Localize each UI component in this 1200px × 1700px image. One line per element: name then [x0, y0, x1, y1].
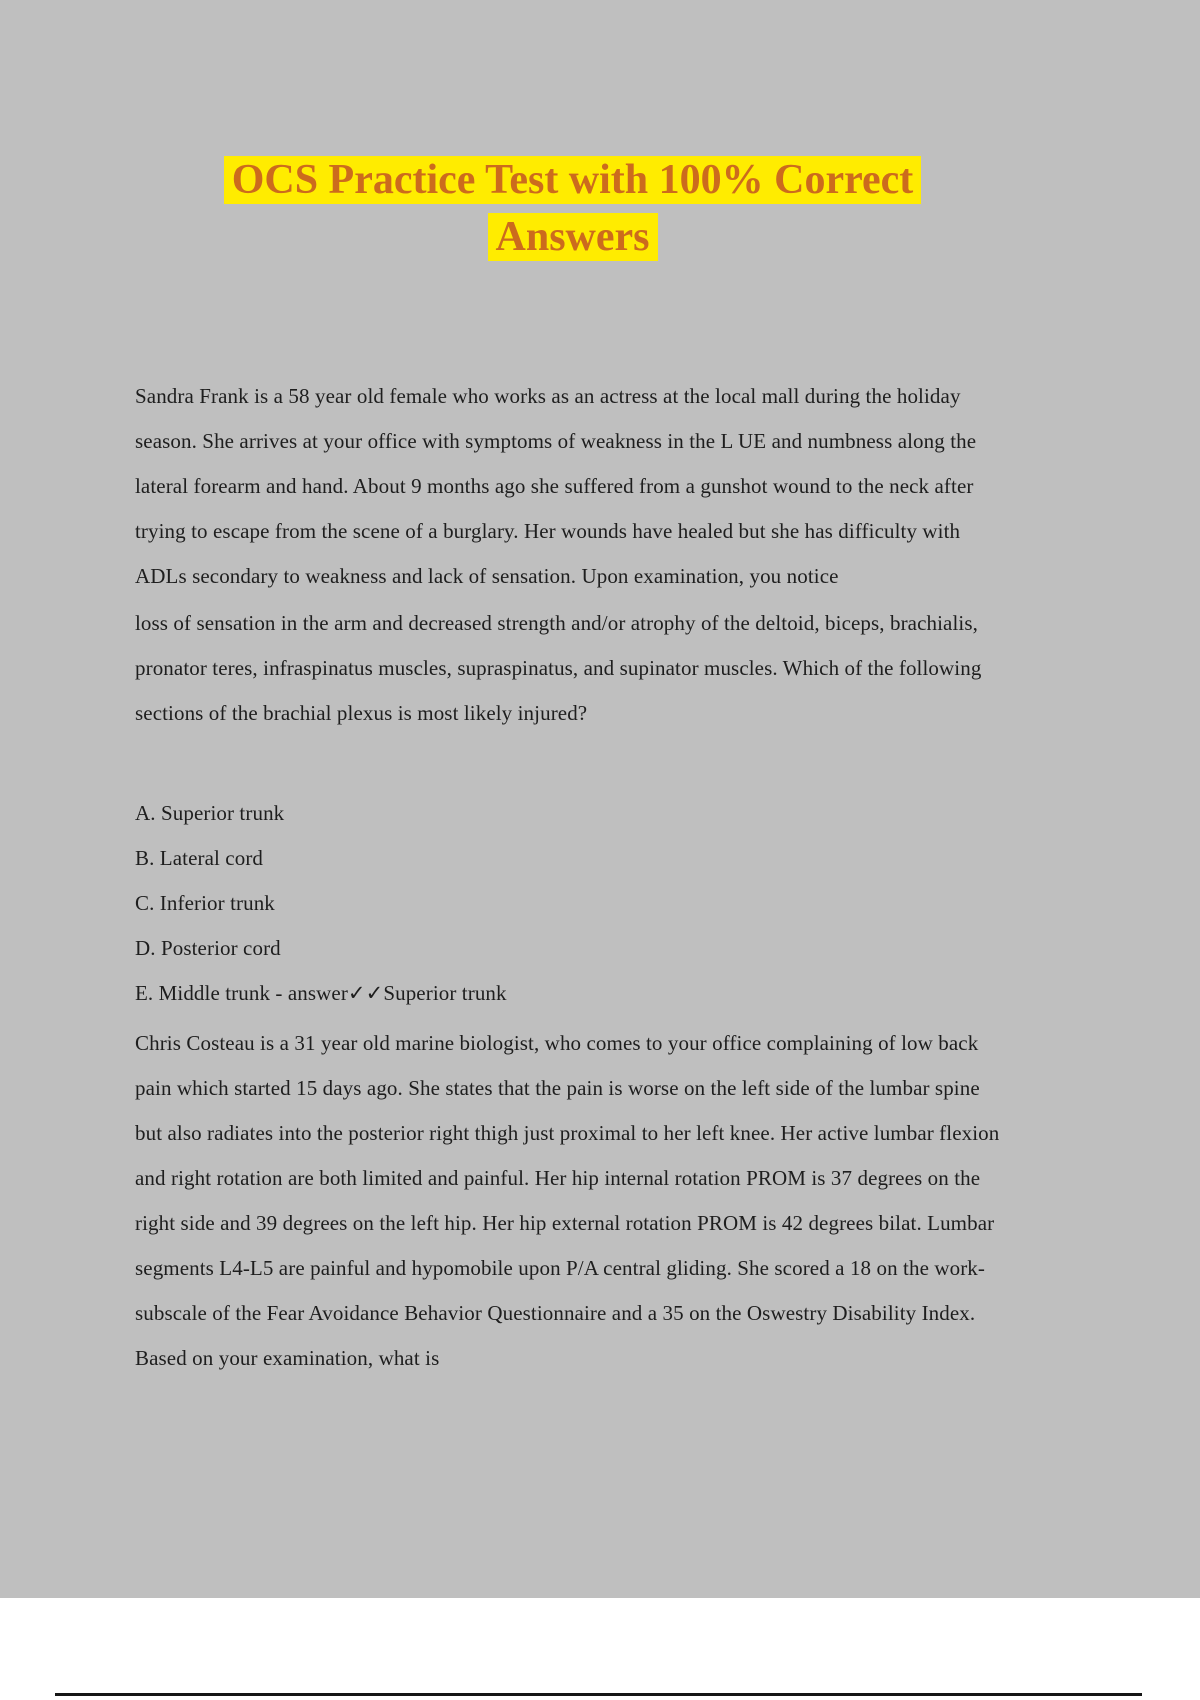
question1-options — [135, 791, 1010, 1016]
question1-findings: loss of sensation in the arm and decreased strength and/or atrophy of the deltoid, biceps, brachialis, pronator teres, infraspinatus muscles, supraspinatus, and supinator muscles. Which of the following sections of the brachial plexus is most likely injured? — [135, 611, 982, 725]
document-body — [135, 374, 1010, 1381]
footer-divider — [55, 1693, 1142, 1696]
document-title — [178, 152, 968, 266]
option-d: D. Posterior cord — [135, 936, 281, 960]
option-e-answer-line: E. Middle trunk - answer✓✓Superior trunk — [135, 981, 507, 1005]
page-footer — [0, 1598, 1200, 1700]
document-title-highlight: OCS Practice Test with 100% Correct Answers — [224, 156, 922, 261]
document-content — [135, 0, 1010, 1381]
option-c: C. Inferior trunk — [135, 891, 275, 915]
question1-scenario: Sandra Frank is a 58 year old female who works as an actress at the local mall during the holiday season. She arrives at your office with symptoms of weakness in the L UE and numbness along the lateral forearm and hand. About 9 months ago she suffered from a gunshot wound to the neck after trying to escape from the scene of a burglary. Her wounds have healed but she has difficulty with ADLs secondary to weakness and lack of sensation. Upon examination, you notice — [135, 384, 977, 588]
option-a: A. Superior trunk — [135, 801, 285, 825]
question2-scenario: Chris Costeau is a 31 year old marine biologist, who comes to your office complaining of low back pain which started 15 days ago. She states that the pain is worse on the left side of the lumbar spine but also radiates into the posterior right thigh just proximal to her left knee. Her active lumbar flexion and right rotation are both limited and painful. Her hip internal rotation PROM is 37 degrees on the right side and 39 degrees on the left hip. Her hip external rotation PROM is 42 degrees bilat. Lumbar segments L4-L5 are painful and hypomobile upon P/A central gliding. She scored a 18 on the work-subscale of the Fear Avoidance Behavior Questionnaire and a 35 on the Oswestry Disability Index. Based on your examination, what is — [135, 1031, 1000, 1370]
option-b: B. Lateral cord — [135, 846, 264, 870]
